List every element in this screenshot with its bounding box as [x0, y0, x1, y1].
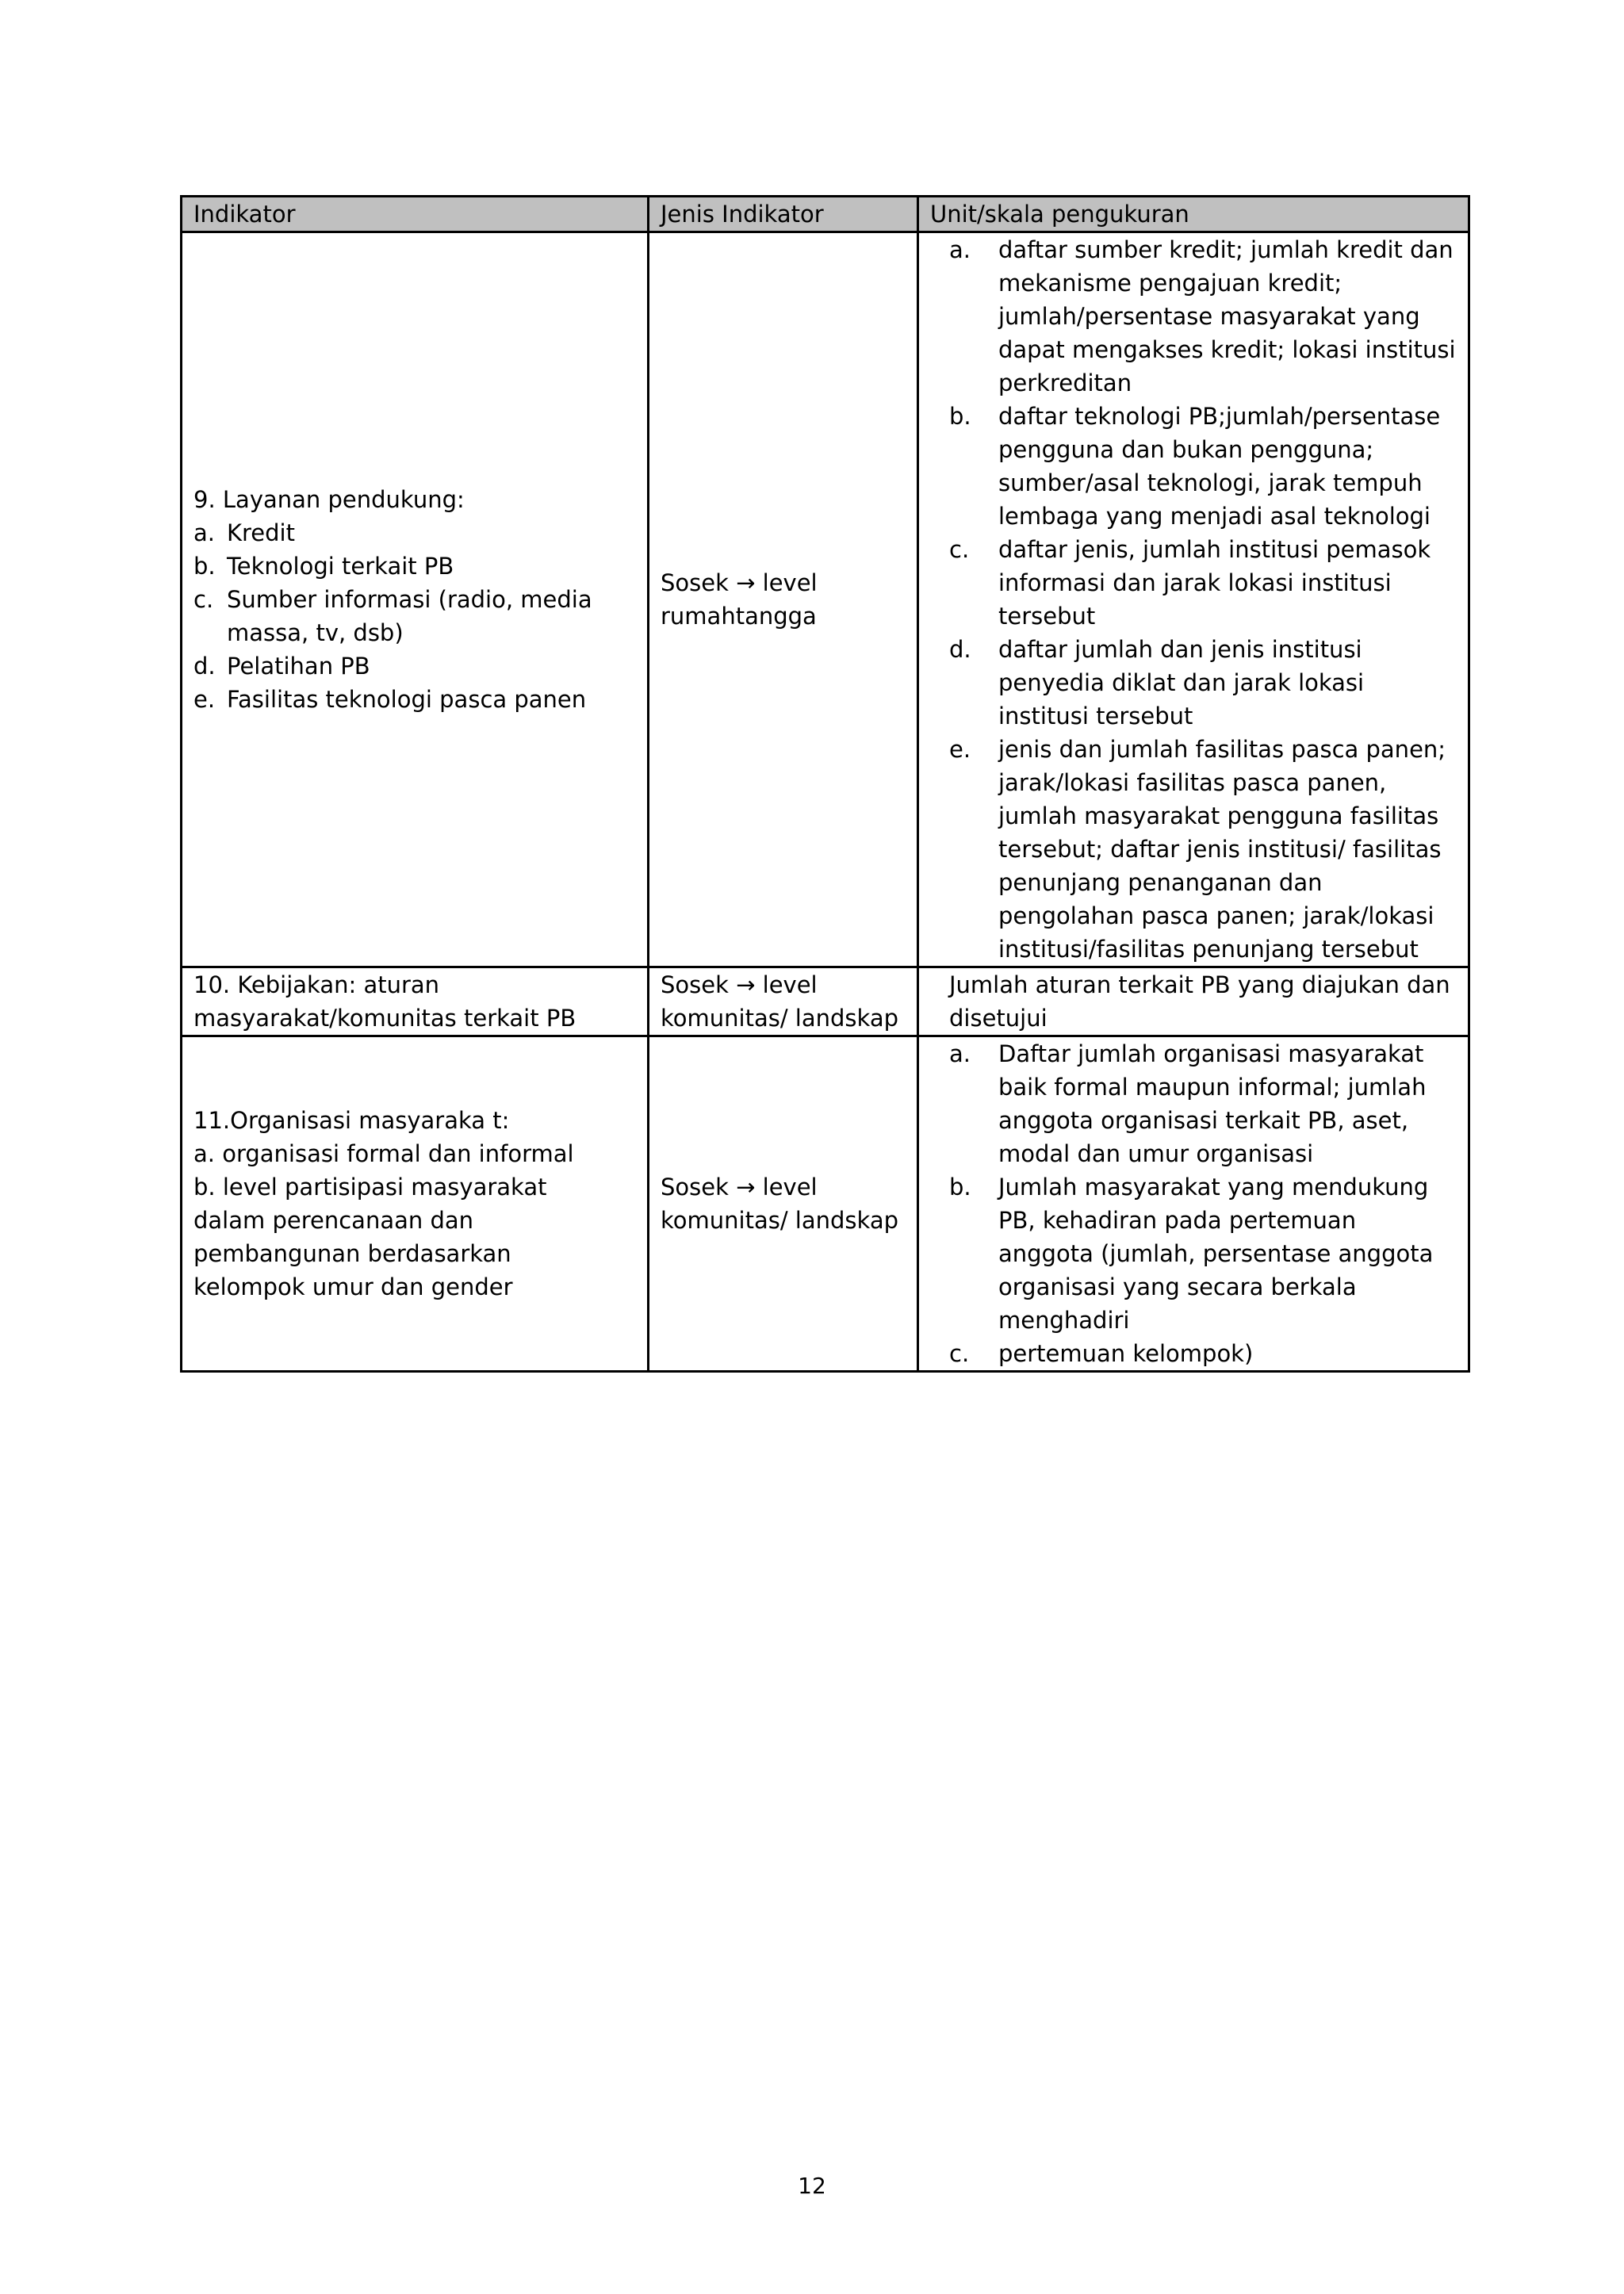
list-marker: e. [949, 736, 971, 763]
unit-cell [918, 1036, 1469, 1372]
unit-item [949, 633, 1457, 733]
list-marker: c. [949, 1340, 970, 1367]
list-marker: a. [949, 236, 971, 263]
header-unit-skala: Unit/skala pengukuran [918, 197, 1469, 232]
list-marker: d. [193, 653, 216, 680]
list-marker: c. [949, 536, 970, 563]
list-marker: a. [949, 1040, 971, 1067]
table-row [182, 1036, 1469, 1372]
type-cell [649, 1036, 918, 1372]
indicator-table [180, 195, 1470, 1373]
list-text: Sumber informasi (radio, media massa, tv, dsb) [227, 586, 592, 646]
list-marker: e. [193, 686, 216, 713]
indicator-line: b. level partisipasi masyarakat dalam perencanaan dan pembangunan berdasarkan kelompok umur dan gender [193, 1174, 547, 1300]
unit-text: Jumlah masyarakat yang mendukung PB, kehadiran pada pertemuan anggota (jumlah, persentase anggota organisasi yang secara berkala menghadiri [998, 1174, 1434, 1334]
list-text: Pelatihan PB [227, 653, 370, 680]
unit-text: daftar jumlah dan jenis institusi penyedia diklat dan jarak lokasi institusi tersebut [998, 636, 1365, 730]
indicator-line: a. organisasi formal dan informal [193, 1140, 574, 1167]
unit-cell [918, 967, 1469, 1036]
header-indikator: Indikator [182, 197, 649, 232]
header-jenis-indikator: Jenis Indikator [649, 197, 918, 232]
list-marker: b. [193, 553, 216, 580]
list-text: Teknologi terkait PB [227, 553, 454, 580]
table-row [182, 967, 1469, 1036]
unit-cell [918, 232, 1469, 967]
unit-text: daftar jenis, jumlah institusi pemasok informasi dan jarak lokasi institusi tersebut [998, 536, 1431, 630]
type-cell [649, 232, 918, 967]
list-text: Kredit [227, 519, 295, 546]
unit-text: daftar sumber kredit; jumlah kredit dan mekanisme pengajuan kredit; jumlah/persentase masyarakat yang dapat mengakses kredit; lokasi institusi perkreditan [998, 236, 1456, 396]
list-item [193, 583, 636, 649]
indicator-type: Sosek → level rumahtangga [661, 569, 818, 630]
list-marker: c. [193, 586, 214, 613]
list-marker: a. [193, 519, 215, 546]
table-header-row [182, 197, 1469, 232]
list-marker: d. [949, 636, 971, 663]
unit-item [949, 233, 1457, 400]
list-item [193, 550, 636, 583]
indicator-type: Sosek → level komunitas/ landskap [661, 971, 898, 1032]
unit-item [949, 400, 1457, 533]
unit-item [949, 1337, 1457, 1370]
list-item [193, 649, 636, 683]
unit-item [949, 1170, 1457, 1337]
indicator-cell [182, 967, 649, 1036]
indicator-cell [182, 1036, 649, 1372]
indicator-type: Sosek → level komunitas/ landskap [661, 1174, 898, 1234]
list-marker: b. [949, 403, 971, 430]
unit-item [949, 1037, 1457, 1170]
page-number: 12 [798, 2173, 826, 2199]
list-marker: b. [949, 1174, 971, 1201]
list-text: Fasilitas teknologi pasca panen [227, 686, 587, 713]
indicator-line: 11.Organisasi masyaraka t: [193, 1107, 510, 1134]
unit-text: Daftar jumlah organisasi masyarakat baik formal maupun informal; jumlah anggota organisasi terkait PB, aset, modal dan umur organisasi [998, 1040, 1427, 1167]
list-item [193, 516, 636, 550]
unit-item [949, 533, 1457, 633]
type-cell [649, 967, 918, 1036]
unit-text: jenis dan jumlah fasilitas pasca panen; jarak/lokasi fasilitas pasca panen, jumlah masyarakat pengguna fasilitas tersebut; daftar jenis institusi/ fasilitas penunjang penanganan dan pengolahan pasca panen; jarak/lokasi institusi/fasilitas penunjang tersebut [998, 736, 1446, 963]
list-item [193, 683, 636, 716]
table-row [182, 232, 1469, 967]
unit-text: pertemuan kelompok) [998, 1340, 1254, 1367]
unit-text: Jumlah aturan terkait PB yang diajukan dan disetujui [949, 971, 1450, 1032]
unit-item [949, 733, 1457, 966]
unit-text: daftar teknologi PB;jumlah/persentase pengguna dan bukan pengguna; sumber/asal teknologi, jarak tempuh lembaga yang menjadi asal teknologi [998, 403, 1441, 530]
indicator-title: 9. Layanan pendukung: [193, 486, 465, 513]
indicator-text: 10. Kebijakan: aturan masyarakat/komunitas terkait PB [193, 971, 576, 1032]
indicator-cell [182, 232, 649, 967]
